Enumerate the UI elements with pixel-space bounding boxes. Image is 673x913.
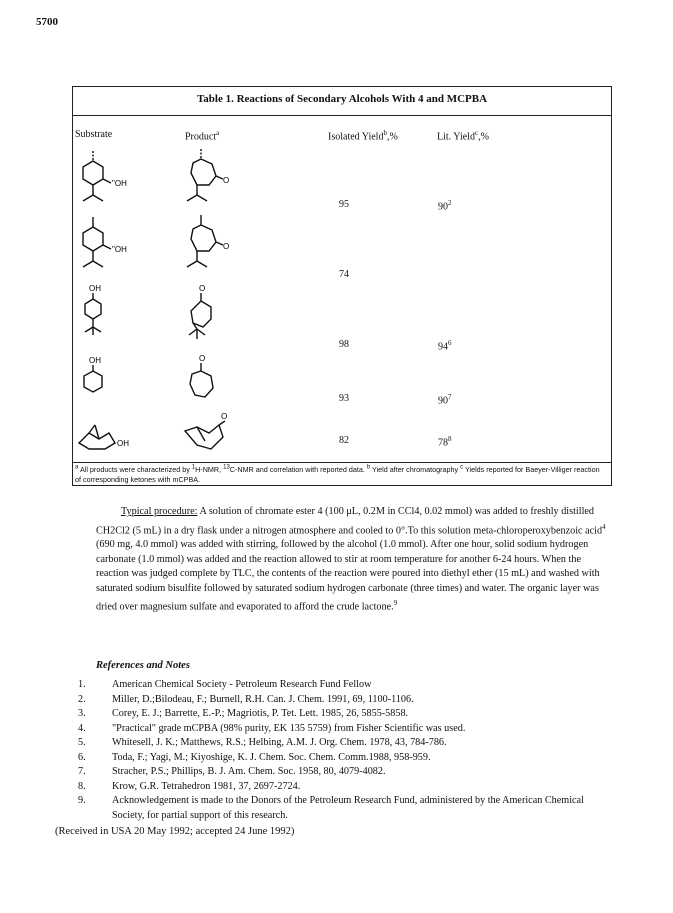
lit-yield-1: $90^2$ — [438, 199, 452, 213]
column-header-lit-yield: Lit. Yield$^c$,% — [437, 129, 489, 143]
product-structure-1 — [185, 149, 255, 213]
table-rule-top — [73, 115, 611, 116]
substrate-structure-1 — [79, 149, 149, 213]
received-date: (Received in USA 20 May 1992; accepted 24 June 1992) — [55, 826, 295, 837]
procedure-title: Typical procedure: — [121, 506, 198, 517]
lit-yield-4: $90^7$ — [438, 393, 452, 407]
reference-item: 4. "Practical" grade mCPBA (98% purity, EK 135 5759) from Fisher Scientific was used. — [78, 722, 466, 734]
product-structure-5 — [183, 409, 253, 457]
product-o-label-4: O — [199, 354, 206, 363]
table-rule-footnote — [73, 462, 611, 463]
reference-item: 5. Whitesell, J. K.; Matthews, R.S.; Helbing, A.M. J. Org. Chem. 1978, 43, 784-786. — [78, 737, 447, 748]
substrate-oh-label-2: "OH — [112, 245, 127, 254]
substrate-oh-label-5: OH — [117, 439, 129, 448]
substrate-oh-label-4: OH — [89, 356, 101, 365]
lit-yield-3: $94^6$ — [438, 339, 452, 353]
product-o-label-2: O — [223, 242, 230, 251]
results-table — [72, 86, 612, 486]
isolated-yield-3: 98 — [339, 339, 349, 350]
reference-item: 3. Corey, E. J.; Barrette, E.-P.; Magriotis, P. Tet. Lett. 1985, 26, 5855-5858. — [78, 708, 409, 719]
substrate-structure-2 — [79, 215, 149, 279]
product-structure-2 — [185, 215, 255, 279]
typical-procedure: Typical procedure: A solution of chromate ester 4 (100 μL, 0.2M in CCl4, 0.02 mmol) was added to freshly distilled CH2Cl2 (5 mL) in a dry flask under a nitrogen atmosphere and cooled to 0°.To this solution meta-chloroperoxybenzoic acid$^4$ (690 mg, 4.0 mmol) was added with stirring, followed by the alcohol (1.0 mmol). After one hour, solid sodium hydrogen carbonate (1.0 mmol) was added and the reaction allowed to stir at room temperature for another 6-24 hours. When the reaction was judged complete by TLC, the contents of the reaction were poured into diethyl ether (15 mL) and washed with saturated sodium bisulfite followed by saturated sodium hydrogen carbonate (three times) and water. The organic layer was dried over magnesium sulfate and evaporated to afford the crude lactone.$^9$ — [96, 506, 606, 613]
column-header-product: Product$^a$ — [185, 129, 220, 143]
isolated-yield-4: 93 — [339, 393, 349, 404]
table-footnote: $^a$ All products were characterized by $^1$H-NMR, $^{13}$C-NMR and correlation with reported data. $^b$ Yield after chromatography $^c$ Yields reported for Baeyer-Villiger reaction of corresponding ketones with mCPBA. — [75, 464, 600, 484]
references-list — [78, 678, 618, 823]
lit-yield-5: $78^8$ — [438, 435, 452, 449]
table-title: Table 1. Reactions of Secondary Alcohols With 4 and MCPBA — [196, 93, 488, 105]
column-header-isolated-yield: Isolated Yield$^b$,% — [328, 129, 398, 143]
references-heading: References and Notes — [96, 660, 190, 671]
isolated-yield-5: 82 — [339, 435, 349, 446]
substrate-oh-label-3: OH — [89, 284, 101, 293]
reference-item: 7. Stracher, P.S.; Phillips, B. J. Am. Chem. Soc. 1958, 80, 4079-4082. — [78, 766, 386, 777]
product-o-label-3: O — [199, 284, 206, 293]
reference-item: 2. Miller, D.;Bilodeau, F.; Burnell, R.H. Can. J. Chem. 1991, 69, 1100-1106. — [78, 693, 414, 705]
substrate-structure-5 — [75, 419, 155, 459]
product-structure-3 — [185, 283, 255, 353]
reference-item: 8. Krow, G.R. Tetrahedron 1981, 37, 2697-2724. — [78, 780, 301, 792]
isolated-yield-1: 95 — [339, 199, 349, 210]
substrate-oh-label-1: "OH — [112, 179, 127, 188]
product-structure-4 — [185, 353, 245, 413]
product-o-label-1: O — [223, 176, 230, 185]
reference-item: 6. Toda, F.; Yagi, M.; Kiyoshige, K. J. Chem. Soc. Chem. Comm.1988, 958-959. — [78, 751, 431, 763]
column-header-substrate: Substrate — [75, 129, 113, 140]
product-o-label-5: O — [221, 412, 228, 421]
reference-item: 1. American Chemical Society - Petroleum Research Fund Fellow — [78, 679, 372, 690]
substrate-structure-4 — [79, 355, 139, 411]
reference-item: 9. Acknowledgement is made to the Donors of the Petroleum Research Fund, administered by the American Chemical Society, for partial support of this research. — [78, 795, 584, 821]
substrate-structure-3 — [79, 283, 149, 349]
page-number: 5700 — [36, 16, 58, 28]
isolated-yield-2: 74 — [339, 269, 349, 280]
